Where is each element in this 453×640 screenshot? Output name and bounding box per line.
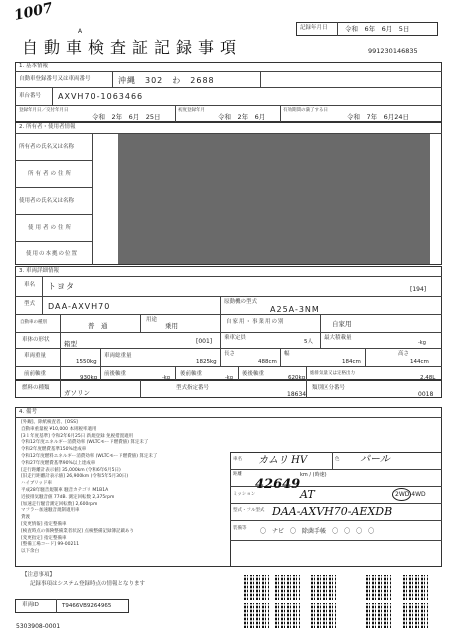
height-label: 高さ — [398, 351, 410, 357]
length: 488cm — [258, 359, 277, 365]
fr-axle-label: 前後軸重 — [104, 371, 127, 377]
user-name-label: 使用者の氏名又は名称 — [19, 198, 75, 204]
mission-box-label: ミッション — [233, 492, 256, 497]
reg-number-label: 自動車登録番号又は車両番号 — [19, 76, 91, 82]
equip-mark: 〇 — [368, 527, 375, 535]
rr-axle-label: 後後軸重 — [242, 371, 265, 377]
equip-mark: 〇 — [290, 527, 297, 535]
remark-line: 令和2年度燃費基準150%達成車 — [21, 447, 87, 453]
remark-line: [旧走行距離計表示値] 26,900km (令和5年5月30日) — [21, 474, 129, 480]
qr-code — [311, 603, 336, 628]
equip-mark: 〇 — [344, 527, 351, 535]
reg-number: 沖縄 302 わ 2688 — [118, 76, 215, 85]
equipment-box-label: 装備等 — [233, 526, 247, 531]
use: 乗用 — [165, 322, 178, 330]
business-label: 自家用・事業用の別 — [226, 319, 285, 325]
capacity-label: 乗車定員 — [224, 335, 247, 341]
remark-line: [検査時点の保険整備業者状況] 点検整備記録簿記載あり — [21, 528, 134, 534]
width: 184cm — [342, 359, 361, 365]
qr-code — [403, 575, 428, 600]
owner-name-label: 所有者の氏名又は名称 — [19, 144, 75, 150]
expiry-label: 有効期間の満了する日 — [283, 108, 328, 113]
maker: トヨタ — [48, 282, 75, 291]
handwritten-color: パール — [360, 454, 390, 465]
qr-code — [244, 603, 269, 628]
base-location-label: 使用の本拠の位置 — [26, 251, 79, 257]
remark-line: 以下余白 — [21, 549, 39, 555]
page-title: 自動車検査証記録事項 — [22, 38, 243, 57]
fuel: ガソリン — [64, 389, 90, 397]
handwritten-mark: 1007 — [12, 0, 55, 24]
body-code: [001] — [196, 338, 213, 345]
rf-axle: -kg — [225, 375, 233, 381]
length-label: 長さ — [224, 351, 236, 357]
vehicle-id-label: 車両ID — [22, 602, 39, 608]
qr-code — [275, 603, 300, 628]
engine-label: 原動機の型式 — [224, 299, 258, 305]
displacement: 2.48L — [420, 375, 436, 381]
first-reg-label: 登録年月日／交付年月日 — [19, 108, 69, 113]
kind-label: 自動車の種別 — [20, 320, 47, 325]
equip-mark: 〇 — [356, 527, 363, 535]
rr-axle: 620kg — [288, 375, 306, 381]
model-label: 型式 — [24, 301, 36, 307]
remark-line: [3１年度基準] 令和2年6月25日 新規登録 免税措置適用 — [21, 433, 134, 439]
user-address-label: 使用者の住所 — [28, 225, 74, 231]
remark-line: 令和12年度燃料エネルギー消費効率 (WLTCモード燃費値) 算定未了 — [21, 453, 158, 459]
business: 自家用 — [332, 320, 352, 328]
first-reg-date: 令和 2年 6月 25日 — [92, 113, 161, 121]
qr-code — [366, 575, 391, 600]
owner-address-label: 所有者の住所 — [28, 171, 74, 177]
remarks-lines — [21, 420, 231, 556]
section-3-heading: 3. 車両詳細情報 — [19, 268, 59, 274]
name-box-label: 車名 — [233, 457, 242, 462]
body-label: 車体の形状 — [22, 337, 50, 343]
qr-code — [366, 603, 391, 628]
ff-axle-label: 前前軸重 — [24, 371, 47, 377]
remark-line: 令和27年度燃費基準90%以上達成車 — [21, 460, 96, 466]
category: 0018 — [418, 391, 434, 398]
remark-line: [加速走行騒音測定回転数] 2,600rpm — [21, 501, 98, 507]
handwritten-mileage: 42649 — [255, 477, 301, 492]
grade-mark: A — [78, 28, 83, 35]
remark-line: 自動車重量税 ¥10,000 本則税率適用 — [21, 426, 97, 432]
vehicle-id: T9466VB9264965 — [62, 603, 112, 609]
fr-axle: -kg — [162, 375, 170, 381]
equip-mark: 〇 — [260, 527, 267, 535]
section-4-heading: 4. 備考 — [19, 409, 37, 415]
notice-title: 【注意事項】 — [22, 572, 56, 578]
first-year-value: 令和 2年 6月 — [218, 113, 266, 121]
record-date-label: 記録年月日 — [300, 25, 328, 31]
equip-manual: 除菌手帳 — [302, 527, 327, 535]
remark-line: 近接排気騒音値 77dB. 測定回転数 2,375rpm — [21, 494, 115, 500]
max-load-label: 最大積載量 — [324, 335, 352, 341]
remark-line: マフラー加速騒音規制適用車 — [21, 508, 80, 514]
remark-line: [外観]、除紙検査者、[OSS] — [21, 420, 78, 425]
remark-line: [整備工場コード] 99-00211 — [21, 542, 80, 548]
bottom-code: 5303908-0001 — [16, 623, 61, 630]
record-date: 令和 6年 6月 5日 — [345, 25, 410, 33]
equip-navi: ナビ — [272, 527, 285, 535]
model-box-label: 型式・フル型式 — [233, 508, 265, 513]
gross-weight-label: 車両総重量 — [104, 353, 132, 359]
remark-line: [走行距離計表示値] 35,000km (令和6年6月5日) — [21, 467, 121, 473]
equipment-items — [260, 524, 440, 536]
remark-line: ハイブリッド車 — [21, 481, 53, 487]
maker-label: 車名 — [24, 282, 36, 288]
designation: 18634 — [287, 391, 307, 398]
drive-type: 2WD 4WD — [395, 491, 426, 498]
weight: 1550kg — [76, 359, 97, 365]
use-label: 用途 — [146, 317, 158, 323]
remark-line: [変更指定] 指定整備車 — [21, 535, 67, 541]
doc-number: 991230146835 — [368, 47, 418, 55]
weight-label: 車両重量 — [24, 353, 47, 359]
ff-axle: 930kg — [80, 375, 98, 381]
color-box-label: 色 — [335, 457, 340, 462]
equip-mark: 〇 — [332, 527, 339, 535]
engine-model: A25A-3NM — [270, 305, 320, 314]
qr-code — [244, 575, 269, 600]
qr-code — [275, 575, 300, 600]
section-2-heading: 2. 所有者・使用者情報 — [19, 124, 76, 130]
maker-code: [194] — [410, 286, 427, 293]
redacted-owner-info — [118, 134, 430, 264]
chassis-label: 車台番号 — [19, 93, 42, 99]
section-1-heading: 1. 基本情報 — [19, 63, 48, 69]
model: DAA-AXVH70 — [48, 302, 111, 311]
max-load: -kg — [418, 340, 426, 346]
qr-code — [311, 575, 336, 600]
kind: 普 通 — [88, 322, 108, 330]
remark-line: 平成28年騒音規制車 騒音カテゴリ M1B1A — [21, 487, 109, 493]
width-label: 幅 — [284, 351, 290, 357]
mileage-unit: km / (時速) — [300, 472, 327, 478]
chassis-number: AXVH70-1063466 — [58, 92, 144, 101]
category-label: 類別区分番号 — [312, 385, 346, 391]
mileage-box-label: 距離 — [233, 472, 242, 477]
expiry-date: 令和 7年 6月24日 — [347, 113, 410, 121]
body-shape: 箱型 — [64, 340, 77, 348]
designation-label: 型式指定番号 — [176, 385, 210, 391]
handwritten-transmission: AT — [300, 488, 315, 501]
drive-circle — [392, 488, 411, 501]
handwritten-model: DAA-AXVH70-AEXDB — [272, 505, 393, 518]
height: 144cm — [410, 359, 429, 365]
rf-axle-label: 後前軸重 — [180, 371, 203, 377]
qr-code — [403, 603, 428, 628]
remark-line: 貸渡 — [21, 515, 30, 521]
displacement-label: 総排気量又は定格出力 — [310, 371, 355, 376]
capacity: 5人 — [304, 339, 313, 345]
first-year-label: 初度登録年月 — [178, 108, 205, 113]
remark-line: 令和12年度エネルギー消費効率 (WLTCモード燃費値) 算定未了 — [21, 440, 149, 446]
notice-text: 記録事項はシステム登録時点の情報となります — [30, 581, 145, 587]
gross-weight: 1825kg — [196, 359, 217, 365]
handwritten-vehicle-name: カムリ HV — [258, 455, 308, 466]
fuel-label: 燃料の種類 — [22, 385, 50, 391]
remark-line: [変更情報] 指定整備車 — [21, 521, 67, 527]
